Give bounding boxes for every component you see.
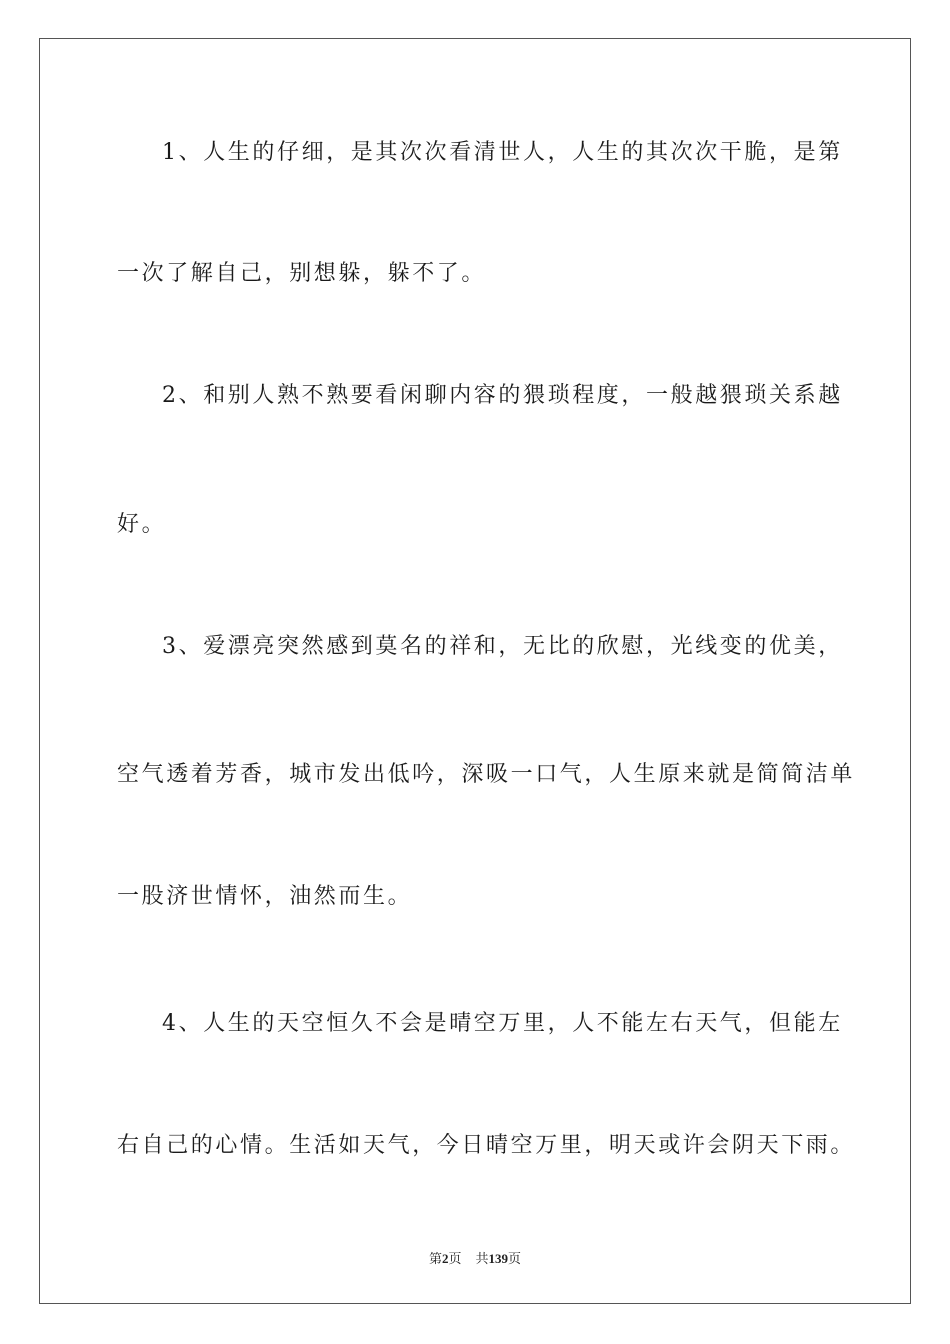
paragraph-2-line-2: 好。 — [117, 512, 167, 537]
page-prefix: 第 — [428, 1251, 442, 1266]
paragraph-3-line-1: 3、爱漂亮突然感到莫名的祥和，无比的欣慰，光线变的优美， — [162, 634, 843, 659]
page-border — [39, 38, 911, 1304]
total-suffix: 页 — [508, 1251, 522, 1266]
paragraph-3-line-3: 一股济世情怀，油然而生。 — [117, 884, 413, 909]
paragraph-2-line-1: 2、和别人熟不熟要看闲聊内容的猥琐程度，一般越猥琐关系越 — [162, 383, 843, 408]
paragraph-4-line-1: 4、人生的天空恒久不会是晴空万里，人不能左右天气，但能左 — [162, 1011, 843, 1036]
page-footer — [0, 1248, 950, 1267]
page-suffix: 页 — [448, 1251, 462, 1266]
page-number: 2 — [441, 1251, 449, 1266]
paragraph-1-line-1: 1、人生的仔细，是其次次看清世人，人生的其次次干脆，是第 — [162, 140, 843, 165]
total-prefix: 共 — [475, 1251, 489, 1266]
paragraph-1-line-2: 一次了解自己，别想躲，躲不了。 — [117, 261, 487, 286]
total-pages: 139 — [488, 1251, 509, 1266]
paragraph-4-line-2: 右自己的心情。生活如天气，今日晴空万里，明天或许会阴天下雨。 — [117, 1133, 856, 1158]
paragraph-3-line-2: 空气透着芳香，城市发出低吟，深吸一口气，人生原来就是简简洁单 — [117, 762, 856, 787]
